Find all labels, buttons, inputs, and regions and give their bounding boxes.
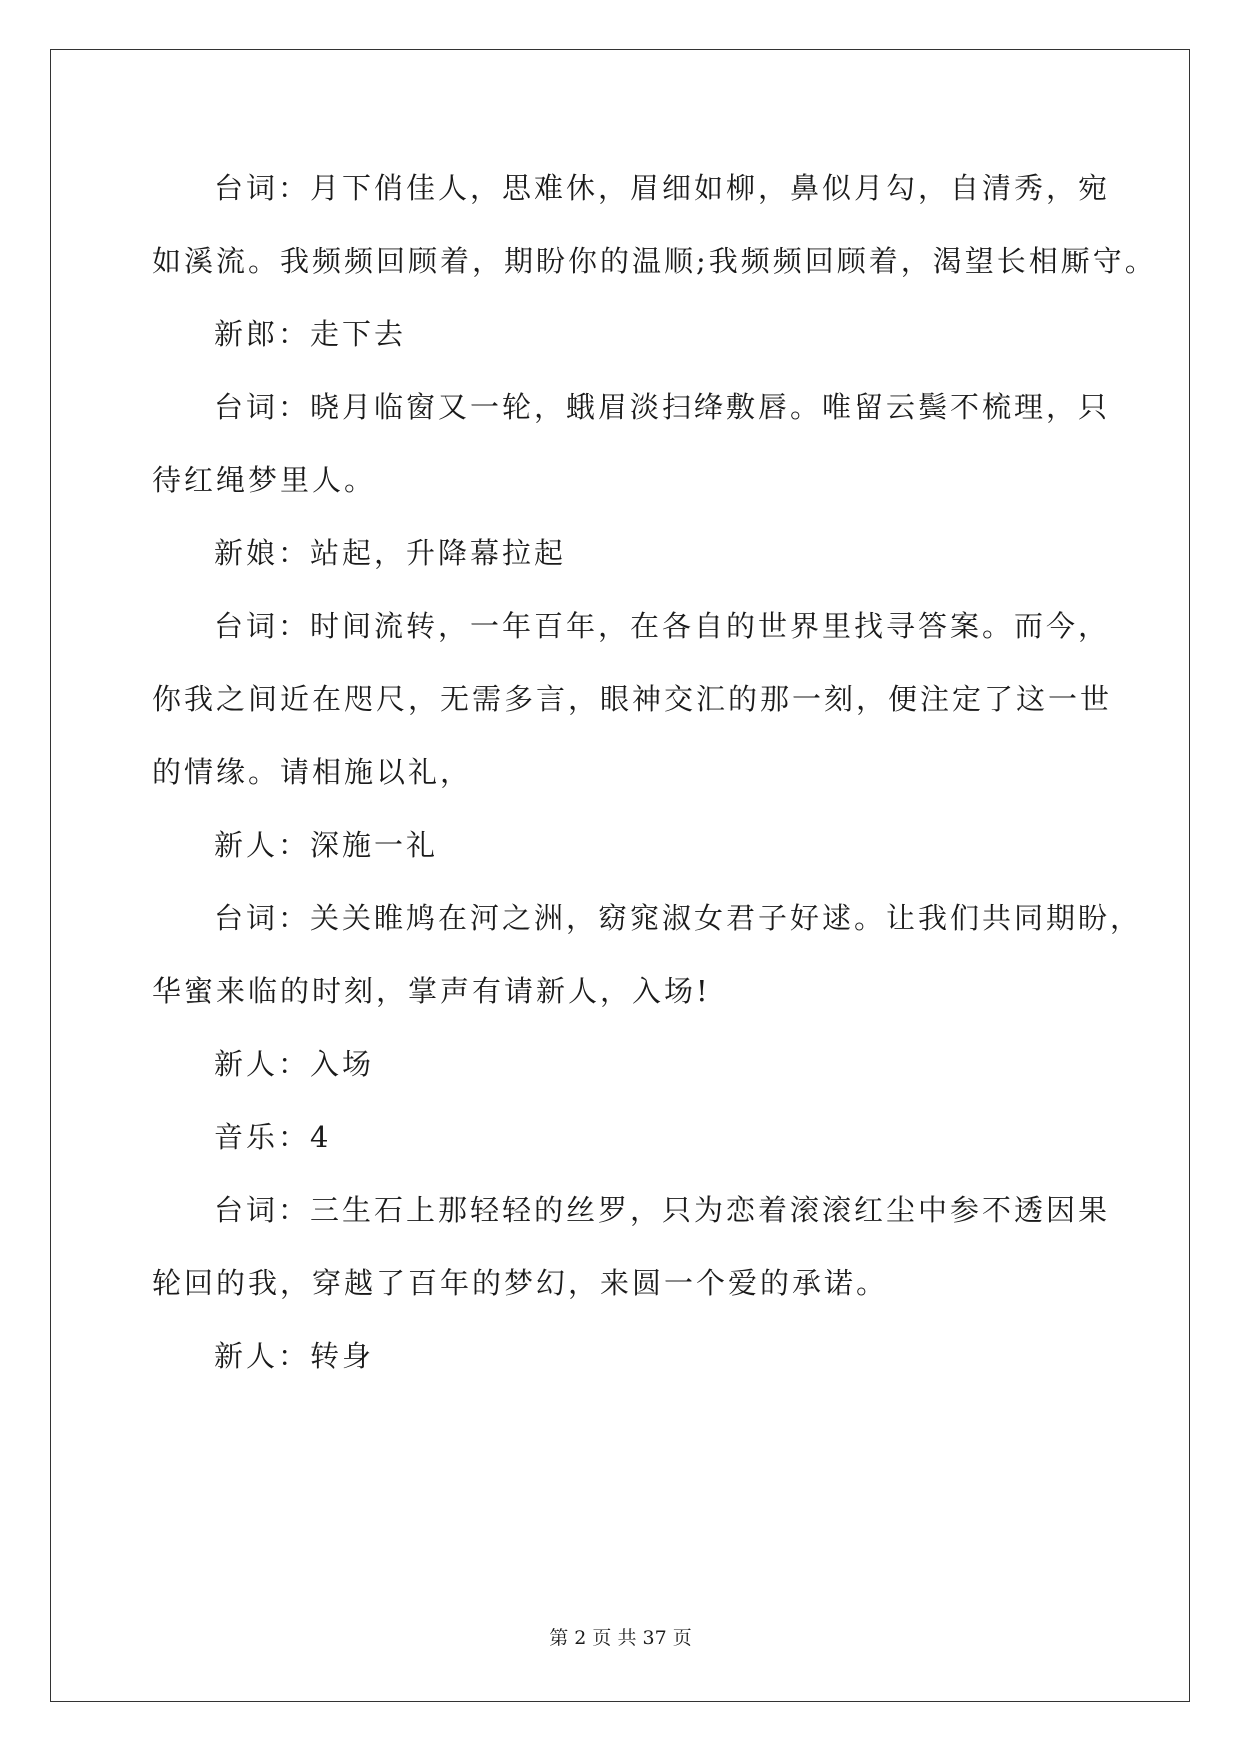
script-line: 新人：转身: [214, 1339, 375, 1373]
script-line: 轮回的我，穿越了百年的梦幻，来圆一个爱的承诺。: [152, 1266, 889, 1300]
script-line: 如溪流。我频频回顾着，期盼你的温顺;我频频回顾着，渴望长相厮守。: [152, 244, 1157, 278]
script-line: 华蜜来临的时刻，掌声有请新人，入场!: [152, 974, 711, 1008]
script-line: 新人：深施一礼: [214, 828, 439, 862]
script-line: 台词：晓月临窗又一轮，蛾眉淡扫绛敷唇。唯留云鬓不梳理，只: [214, 390, 1111, 424]
script-line: 台词：三生石上那轻轻的丝罗，只为恋着滚滚红尘中参不透因果: [214, 1193, 1111, 1227]
script-line: 台词：时间流转，一年百年，在各自的世界里找寻答案。而今，: [214, 609, 1111, 643]
script-line: 台词：月下俏佳人，思难休，眉细如柳，鼻似月勾，自清秀，宛: [214, 171, 1111, 205]
script-line: 音乐：4: [214, 1120, 332, 1154]
page-border: [50, 49, 1190, 1702]
script-line: 新人：入场: [214, 1047, 375, 1081]
script-line: 新娘：站起，升降幕拉起: [214, 536, 567, 570]
script-line: 台词：关关睢鸠在河之洲，窈窕淑女君子好逑。让我们共同期盼，: [214, 901, 1143, 935]
script-line: 的情缘。请相施以礼，: [152, 755, 473, 789]
script-line: 你我之间近在咫尺，无需多言，眼神交汇的那一刻，便注定了这一世: [152, 682, 1113, 716]
script-line: 待红绳梦里人。: [152, 463, 377, 497]
page-number-footer: 第 2 页 共 37 页: [549, 1627, 692, 1649]
script-line: 新郎：走下去: [214, 317, 407, 351]
